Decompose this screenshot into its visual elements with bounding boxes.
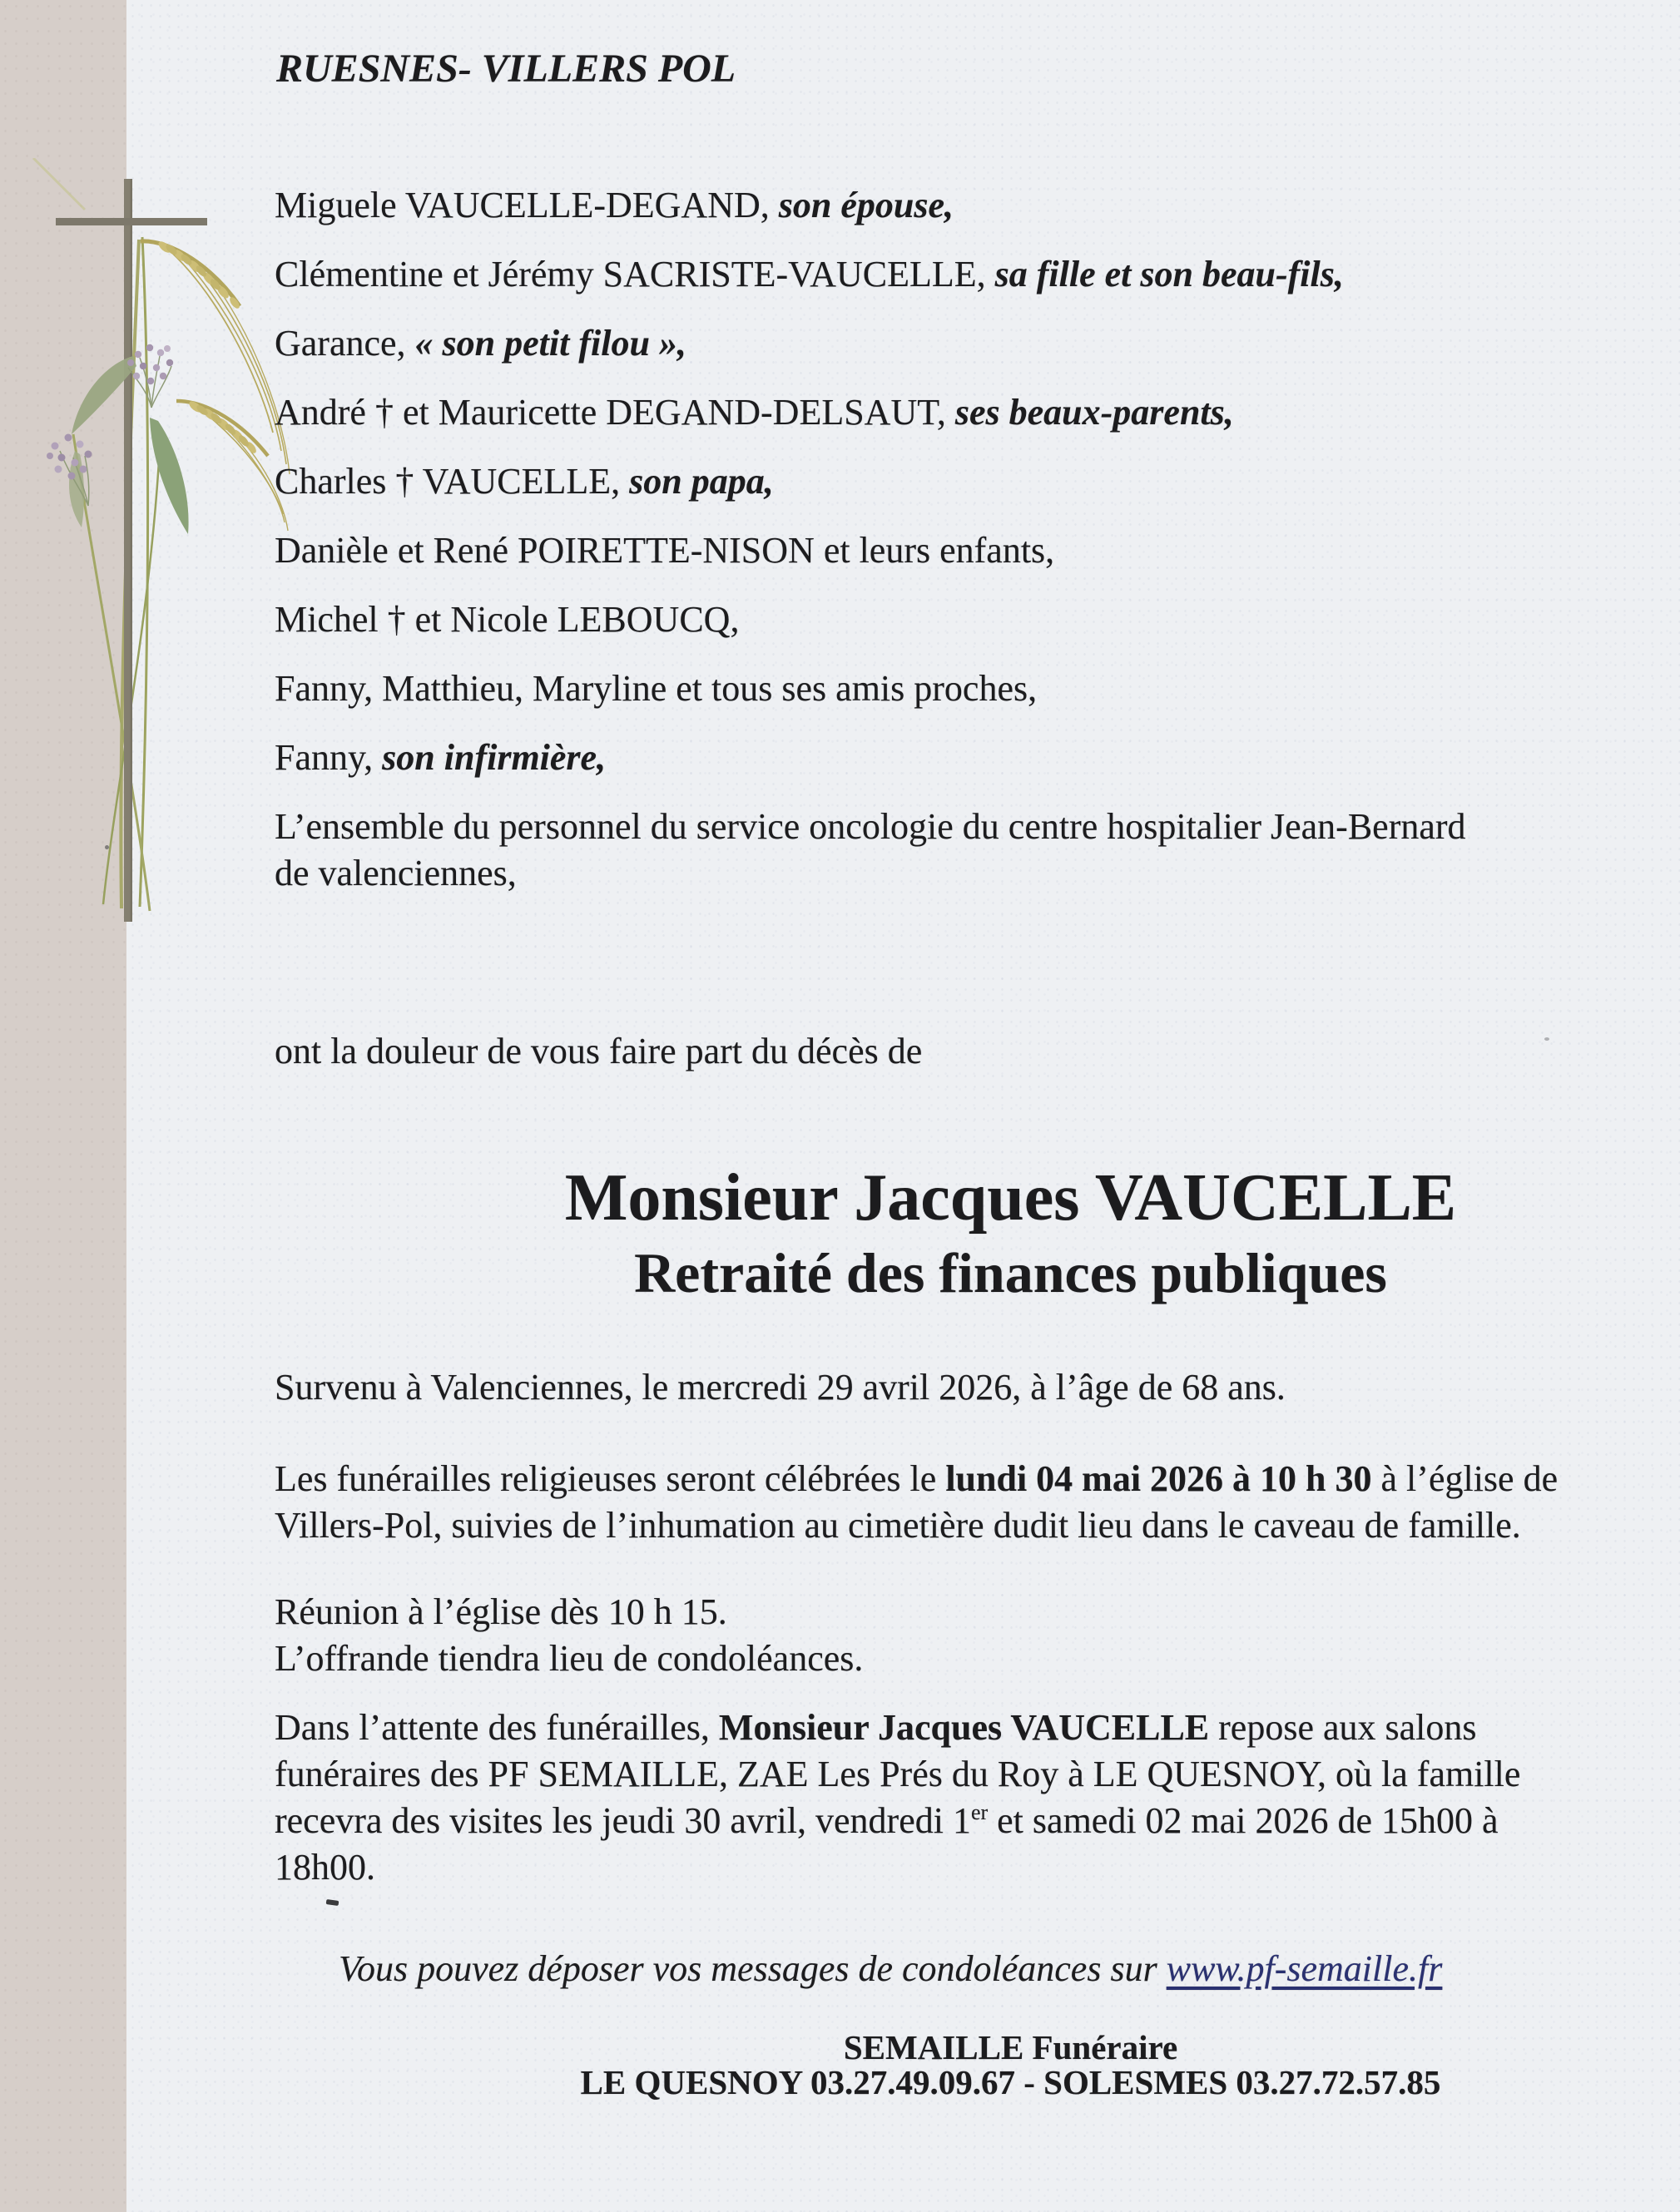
family-name: Michel † et Nicole LEBOUCQ,: [275, 599, 740, 640]
deceased-title: Retraité des finances publiques: [634, 1241, 1387, 1304]
family-name: Charles † VAUCELLE,: [275, 461, 630, 502]
deceased-name: Monsieur Jacques VAUCELLE: [564, 1161, 1457, 1235]
family-line: [275, 527, 1054, 574]
wheat-head-mid: [176, 399, 288, 531]
funeral-line-2: Villers-Pol, suivies de l’inhumation au cimetière dudit lieu dans le caveau de famille.: [275, 1505, 1521, 1546]
cross-icon: [56, 179, 207, 922]
family-line: [275, 596, 739, 643]
family-line: [275, 389, 1234, 436]
offering-line: L’offrande tiendra lieu de condoléances.: [275, 1638, 864, 1679]
repose-text: Dans l’attente des funérailles,: [275, 1707, 719, 1748]
repose-text: repose aux salons: [1209, 1707, 1477, 1748]
funeral-line-1: [275, 1456, 1558, 1502]
family-name: Miguele VAUCELLE-DEGAND,: [275, 185, 779, 225]
funeral-text: Les funérailles religieuses seront célébrées le: [275, 1458, 946, 1499]
staff-line-1: L’ensemble du personnel du service oncologie du centre hospitalier Jean-Bernard: [275, 806, 1466, 847]
family-line: [275, 458, 774, 505]
family-relation: « son petit filou »,: [414, 323, 686, 364]
family-name: Garance,: [275, 323, 415, 364]
repose-line-2: funéraires des PF SEMAILLE, ZAE Les Prés du Roy à LE QUESNOY, où la famille: [275, 1754, 1521, 1794]
repose-line-4: 18h00.: [275, 1847, 375, 1888]
scan-speck: [105, 845, 109, 849]
communes-header: RUESNES- VILLERS POL: [276, 47, 736, 91]
family-line: [275, 251, 1344, 298]
family-line: [275, 735, 606, 781]
family-name: Danièle et René POIRETTE-NISON et leurs enfants,: [275, 530, 1055, 571]
family-relation: sa fille et son beau-fils,: [994, 254, 1344, 294]
death-line: Survenu à Valenciennes, le mercredi 29 avril 2026, à l’âge de 68 ans.: [275, 1367, 1286, 1408]
family-relation: ses beaux-parents,: [954, 392, 1234, 433]
scan-speck: [1544, 1037, 1549, 1041]
family-name: André † et Mauricette DEGAND-DELSAUT,: [275, 392, 955, 433]
staff-line-2: de valenciennes,: [275, 853, 517, 893]
condolences-website-link[interactable]: www.pf-semaille.fr: [1166, 1948, 1443, 1989]
funeral-home-name: SEMAILLE Funéraire: [843, 2028, 1178, 2066]
repose-text: et samedi 02 mai 2026 de 15h00 à: [988, 1800, 1499, 1841]
family-name: Fanny, Matthieu, Maryline et tous ses amis proches,: [275, 668, 1038, 709]
meeting-line: Réunion à l’église dès 10 h 15.: [275, 1591, 727, 1632]
funeral-home-contacts: LE QUESNOY 03.27.49.09.67 - SOLESMES 03.27.72.57.85: [580, 2063, 1441, 2101]
repose-text: recevra des visites les jeudi 30 avril, vendredi 1: [275, 1800, 971, 1841]
funeral-datetime: lundi 04 mai 2026 à 10 h 30: [945, 1458, 1372, 1499]
condolences-text: Vous pouvez déposer vos messages de condoléances sur: [339, 1948, 1167, 1989]
family-relation: son papa,: [629, 461, 774, 502]
repose-line-1: [275, 1705, 1477, 1751]
family-line: [275, 320, 686, 367]
ordinal-superscript: er: [970, 1800, 989, 1824]
repose-deceased-name: Monsieur Jacques VAUCELLE: [718, 1707, 1210, 1748]
family-name: Fanny,: [275, 737, 383, 778]
scan-speck: [326, 1899, 339, 1906]
funeral-text: à l’église de: [1371, 1458, 1559, 1499]
memorial-cross-wheat-art: [25, 158, 291, 928]
family-line: [275, 666, 1037, 712]
family-line: [275, 182, 954, 229]
family-relation: son épouse,: [778, 185, 954, 225]
repose-line-3: [275, 1798, 1499, 1844]
family-name: Clémentine et Jérémy SACRISTE-VAUCELLE,: [275, 254, 995, 294]
condolences-line: [339, 1946, 1442, 1992]
family-relation: son infirmière,: [382, 737, 607, 778]
wheat-stems: [33, 158, 160, 911]
announcement-line: ont la douleur de vous faire part du décès de: [275, 1031, 923, 1071]
